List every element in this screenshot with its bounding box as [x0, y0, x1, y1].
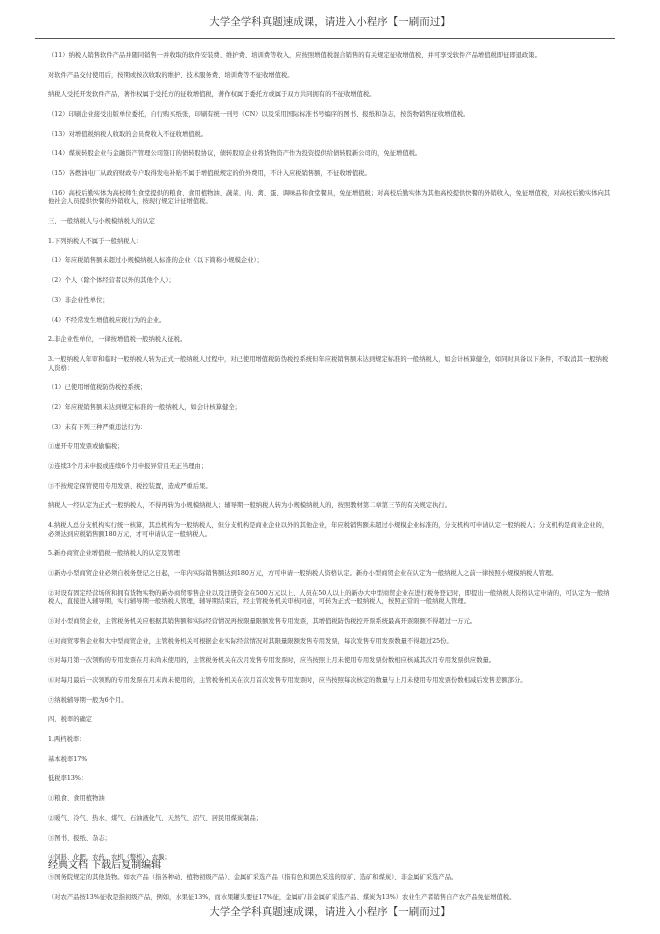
paragraph: （13）对增值税纳税人收取的会员费收入不征收增值税。: [48, 130, 208, 138]
document-body: [48, 52, 613, 913]
paragraph: （12）印刷企业接受出版单位委托，自行购买纸张，印刷有统一刊号（CN）以及采用国际标准书号编序的图书、报纸和杂志，按货物销售征收增值税。: [48, 111, 470, 119]
list-item: （4）不经常发生增值税应税行为的企业。: [48, 316, 166, 324]
list-item: ③对小型商贸企业，主管税务机关应根据其销售额和实际经营情况再按限量限额发售专用发票，其增值税防伪税控开票系统最高开票限额不得超过一万元。: [48, 617, 477, 625]
paragraph: 3.一般纳税人年审和临时一般纳税人转为正式一般纳税人过程中，对已使用增值税防伪税控系统但年应税销售额未达到规定标准的一般纳税人，如会计核算健全，如同时具备以下条件，不取消其一般纳税人资格：: [48, 355, 609, 372]
list-item: ②暖气、冷气、热水、煤气、石油液化气、天然气、沼气、居民用煤炭制品；: [48, 814, 263, 822]
list-item: ⑦纳税辅导期一般为6个月。: [48, 696, 128, 704]
page-header: 大学全学科真题速成课，请进入小程序【一刷而过】: [209, 16, 451, 28]
list-item: ③图书、报纸、杂志；: [48, 834, 111, 842]
list-item: （2）年应税销售额未达到规定标准的一般纳税人，如会计核算健全；: [48, 403, 241, 411]
list-item: ①虚开专用发票或偷骗税；: [48, 443, 124, 451]
list-item: ⑥对每月最后一次领购的专用发票在月末尚未使用的，主管税务机关在次月首次发售专用发票时，应当按照每次核定的数量与上月未使用专用发票份数相减后发售差额部分。: [48, 677, 527, 684]
paragraph: （对农产品按13%征收是指初级产品，例如，水果征13%，而水果罐头要征17%征，金属矿/非金属矿采选产品、煤炭为13%）农业生产者销售自产农产品免征增值税。: [48, 893, 516, 901]
list-item: （3）未有下列三种严重违法行为：: [48, 423, 147, 431]
list-item: （1）已使用增值税防伪税控系统；: [48, 384, 147, 392]
list-item: ②连续3个月未申报或连续6个月申报异常且无正当理由；: [48, 462, 208, 470]
list-item: ⑤对每月第一次领购的专用发票在月末尚未使用的，主管税务机关在次月发售专用发票时，应当按照上月未使用专用发票份数相应核减其次月专用发票供应数量。: [48, 657, 496, 665]
list-item: ①粮食、食用植物油: [48, 795, 105, 803]
page-footer: 大学全学科真题速成课，请进入小程序【一刷而过】: [209, 906, 451, 918]
paragraph: （16）高校后勤实体为高校师生食堂提供的粮食、食用植物油、蔬菜、肉、禽、蛋、调味品和食堂餐具，免征增值税；对高校后勤实体为其他高校提供快餐的外销收入，免征增值税，对高校后勤实体向其他社会人员提供快餐的外销收入，按现行规定计征增值税。: [48, 189, 611, 206]
list-item: （3）非企业性单位；: [48, 296, 109, 304]
list-item: （2）个人（除个体经营者以外的其他个人）；: [48, 277, 175, 285]
paragraph: （14）煤炭转股企业与金融资产管理公司签订的债转股协议，债转股原企业将货物资产作为投资提供给债转股新公司的，免征增值税。: [48, 150, 422, 158]
paragraph: （11）纳税人销售软件产品并随同销售一并收取的软件安装费、维护费、培训费等收入，应按照增值税混合销售的有关规定征收增值税，并可享受软件产品增值税即征即退政策。: [48, 52, 541, 59]
paragraph: 4.纳税人总分支机构实行统一核算，其总机构为一般纳税人，但分支机构是商业企业以外的其他企业，年应税销售额未超过小规模企业标准的，分支机构可申请认定一般纳税人；分支机构是商业企业的，必须达到应税销售额180万元，才可申请认定一般纳税人。: [48, 522, 609, 538]
paragraph: 纳税人受托开发软件产品，著作权属于受托方的征收增值税，著作权属于委托方或属于双方共同拥有的不征收增值税。: [48, 91, 376, 99]
paragraph: 基本税率17%: [48, 755, 88, 763]
list-item: ④对商贸零售企业和大中型商贸企业，主管税务机关可根据企业实际经营情况对其限量限额发售专用发票，每次发售专用发票数量不得超过25份。: [48, 637, 453, 645]
section-heading: 四、税率的确定: [48, 716, 93, 724]
paragraph: 2.非企业性单位，一律按增值税一般纳税人征税。: [48, 336, 187, 344]
paragraph: 1.下列纳税人不属于一般纳税人：: [48, 237, 143, 245]
paragraph: （15）各燃油电厂从政府财政专户取得发电补贴不属于增值税规定的价外费用，不计入应税销售额，不征收增值税。: [48, 170, 371, 178]
list-item: （1）年应税销售额未超过小规模纳税人标准的企业（以下简称小规模企业）；: [48, 257, 263, 265]
list-item: ④饲料、化肥、农药、农机（整机）、农膜；: [48, 854, 171, 862]
paragraph: 5.新办商贸企业增值税一般纳税人的认定及管理: [48, 550, 180, 558]
header-divider: [35, 38, 615, 39]
paragraph: 低税率13%：: [48, 775, 88, 783]
list-item: ⑤国务院规定的其他货物。如农产品（指各种动、植物初级产品）、金属矿采选产品（指有色和黑色采选的原矿、选矿和煤炭）、非金属矿采选产品。: [48, 873, 458, 881]
paragraph: 1.两档税率：: [48, 736, 86, 744]
list-item: ②对设有固定经营场所和拥有货物实物的新办商贸零售企业以及注册资金在500万元以上、人员在50人以上的新办大中型商贸企业在进行税务登记时，即提出一般纳税人资格认定申请的，可认定为一般纳税人，直接进入辅导期，实行辅导期一般纳税人管理，辅导期结束后，经主管税务机关审核同意，可转为正式一般纳税人，按照正常的一般纳税人管理。: [48, 589, 610, 606]
paragraph: 对软件产品交付使用后，按期或按次收取的维护、技术服务费、培训费等不征收增值税。: [48, 71, 294, 79]
paragraph: 纳税人一经认定为正式一般纳税人，不得再转为小规模纳税人；辅导期一般纳税人转为小规模纳税人的，按照教材第二章第三节的有关规定执行。: [48, 502, 451, 510]
list-item: ③不按规定保管使用专用发票、税控装置，造成严重后果。: [48, 482, 212, 490]
section-heading: 三、一般纳税人与小规模纳税人的认定: [48, 218, 156, 226]
list-item: ①新办小型商贸企业必须自税务登记之日起，一年内实际销售额达到180万元，方可申请一般纳税人资格认定。新办小型商贸企业在认定为一般纳税人之前一律按照小规模纳税人管理。: [48, 569, 558, 577]
footer-note: 经典文档 下载后复制编辑: [48, 860, 162, 871]
